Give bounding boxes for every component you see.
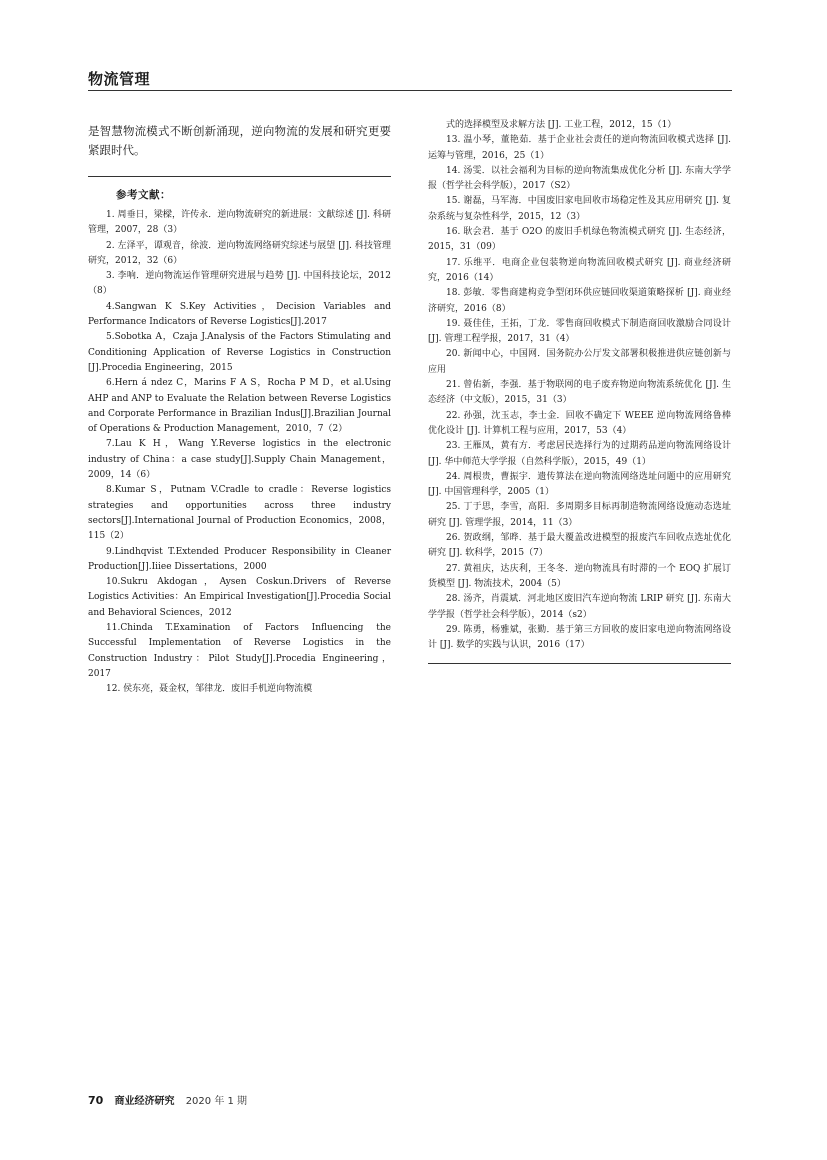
header-rule (88, 90, 732, 91)
page-footer (88, 1092, 247, 1107)
reference-item: 20. 新闻中心，中国网．国务院办公厅发文部署积极推进供应链创新与应用 (428, 349, 731, 375)
reference-item: 28. 汤齐，肖震斌．河北地区废旧汽车逆向物流 LRIP 研究 [J]. 东南大学学报（哲学社会科学版），2014（s2） (428, 594, 731, 620)
reference-item: 26. 贺政纲，邹晔．基于最大覆盖改进模型的报废汽车回收点选址优化研究 [J]. 软科学，2015（7） (428, 533, 731, 559)
reference-item: 29. 陈勇，杨雅斌，张勤．基于第三方回收的废旧家电逆向物流网络设计 [J]. 数学的实践与认识，2016（17） (428, 624, 731, 651)
reference-item: 10.Sukru Akdogan，Aysen Coskun.Drivers of Reverse Logistics Activities：An Empirical Investigation[J].Procedia Social and Behavioral Sciences，2012 (88, 577, 391, 618)
reference-item: 18. 彭敏．零售商建构竞争型闭环供应链回收渠道策略探析 [J]. 商业经济研究，2016（8） (428, 288, 731, 314)
reference-item: 4.Sangwan K S.Key Activities，Decision Variables and Performance Indicators of Reverse Logistics[J].2017 (88, 301, 391, 328)
references-heading: 参考文献： (116, 189, 171, 201)
reference-item: 1. 周垂日，梁樑，许传永．逆向物流研究的新进展：文献综述 [J]. 科研管理，2007，28（3） (88, 210, 391, 236)
reference-item: 5.Sobotka A，Czaja J.Analysis of the Factors Stimulating and Conditioning Application of Reverse Logistics in Construction [J].Procedia Engineering，2015 (88, 332, 391, 373)
intro-paragraph: 是智慧物流模式不断创新涌现，逆向物流的发展和研究更要紧跟时代。 (88, 124, 391, 157)
reference-item: 8.Kumar S，Putnam V.Cradle to cradle：Reverse logistics strategies and opportunities across three industry sectors[J].International Journal of Production Economics，2008，115（2） (88, 485, 391, 542)
section-title: 物流管理 (88, 70, 151, 88)
reference-item: 21. 曾佑新，李强．基于物联网的电子废弃物逆向物流系统优化 [J]. 生态经济（中文版），2015，31（3） (428, 380, 731, 406)
reference-item: 3. 李响．逆向物流运作管理研究进展与趋势 [J]. 中国科技论坛，2012（8） (88, 271, 391, 297)
reference-item: 11.Chinda T.Examination of Factors Influencing the Successful Implementation of Reverse Logistics in the Construction Industry：Pilot Study[J].Procedia Engineering，2017 (88, 623, 391, 679)
reference-item: 6.Hern á ndez C，Marins F A S，Rocha P M D，et al.Using AHP and ANP to Evaluate the Relation between Reverse Logistics and Corporate Performance in Brazilian Indus[J].Brazilian Journal of Operations & Production Management，2010，7（2） (88, 378, 391, 435)
journal-name: 商业经济研究 (114, 1096, 175, 1107)
reference-item: 9.Lindhqvist T.Extended Producer Responsibility in Cleaner Production[J].Iiiee Dissertations，2000 (88, 546, 391, 572)
reference-item: 16. 耿会君．基于 O2O 的废旧手机绿色物流模式研究 [J]. 生态经济，2015，31（09） (428, 227, 731, 253)
references-list-right (428, 118, 731, 653)
references-separator (88, 176, 391, 177)
left-column (88, 118, 391, 698)
references-list-left (88, 208, 391, 698)
reference-item: 式的选择模型及求解方法 [J]. 工业工程，2012，15（1） (446, 120, 677, 130)
issue-label: 2020 年 1 期 (185, 1096, 248, 1107)
reference-item: 14. 汤雯．以社会福利为目标的逆向物流集成优化分析 [J]. 东南大学学报（哲学社会科学版），2017（S2） (428, 165, 731, 192)
reference-item: 27. 黄祖庆，达庆利，王冬冬．逆向物流具有时滞的一个 EOQ 扩展订货模型 [J]. 物流技术，2004（5） (428, 563, 731, 589)
right-column (428, 118, 731, 664)
page-number: 70 (88, 1094, 104, 1107)
reference-item: 17. 乐维平．电商企业包装物逆向物流回收模式研究 [J]. 商业经济研究，2016（14） (428, 257, 731, 283)
reference-item: 15. 谢磊，马军海．中国废旧家电回收市场稳定性及其应用研究 [J]. 复杂系统与复杂性科学，2015，12（3） (428, 196, 731, 222)
reference-item: 22. 孙强，沈玉志，李士金．回收不确定下 WEEE 逆向物流网络鲁棒优化设计 [J]. 计算机工程与应用，2017，53（4） (428, 410, 731, 436)
reference-item: 12. 侯东亮，聂金权，邹律龙．废旧手机逆向物流模 (106, 684, 313, 695)
reference-item: 7.Lau K H，Wang Y.Reverse logistics in the electronic industry of China：a case study[J].Supply Chain Management，2009，14（6） (88, 439, 391, 481)
reference-item: 23. 王雁凤，黄有方．考虑居民选择行为的过期药品逆向物流网络设计 [J]. 华中师范大学学报（自然科学版），2015，49（1） (428, 441, 731, 467)
reference-item: 19. 聂佳佳，王拓，丁龙．零售商回收模式下制造商回收激励合同设计 [J]. 管理工程学报，2017，31（4） (428, 318, 731, 345)
reference-item: 2. 左泽平，谭观音，徐波．逆向物流网络研究综述与展望 [J]. 科技管理研究，2012，32（6） (88, 240, 391, 266)
reference-item: 24. 周根贵，曹振宇．遗传算法在逆向物流网络选址问题中的应用研究 [J]. 中国管理科学，2005（1） (428, 471, 731, 498)
references-end-rule (428, 663, 731, 664)
reference-item: 13. 温小琴，董艳茹．基于企业社会责任的逆向物流回收模式选择 [J]. 运筹与管理，2016，25（1） (428, 135, 731, 161)
reference-item: 25. 丁于思，李雪，高阳．多周期多目标再制造物流网络设施动态选址研究 [J]. 管理学报，2014，11（3） (428, 502, 731, 528)
